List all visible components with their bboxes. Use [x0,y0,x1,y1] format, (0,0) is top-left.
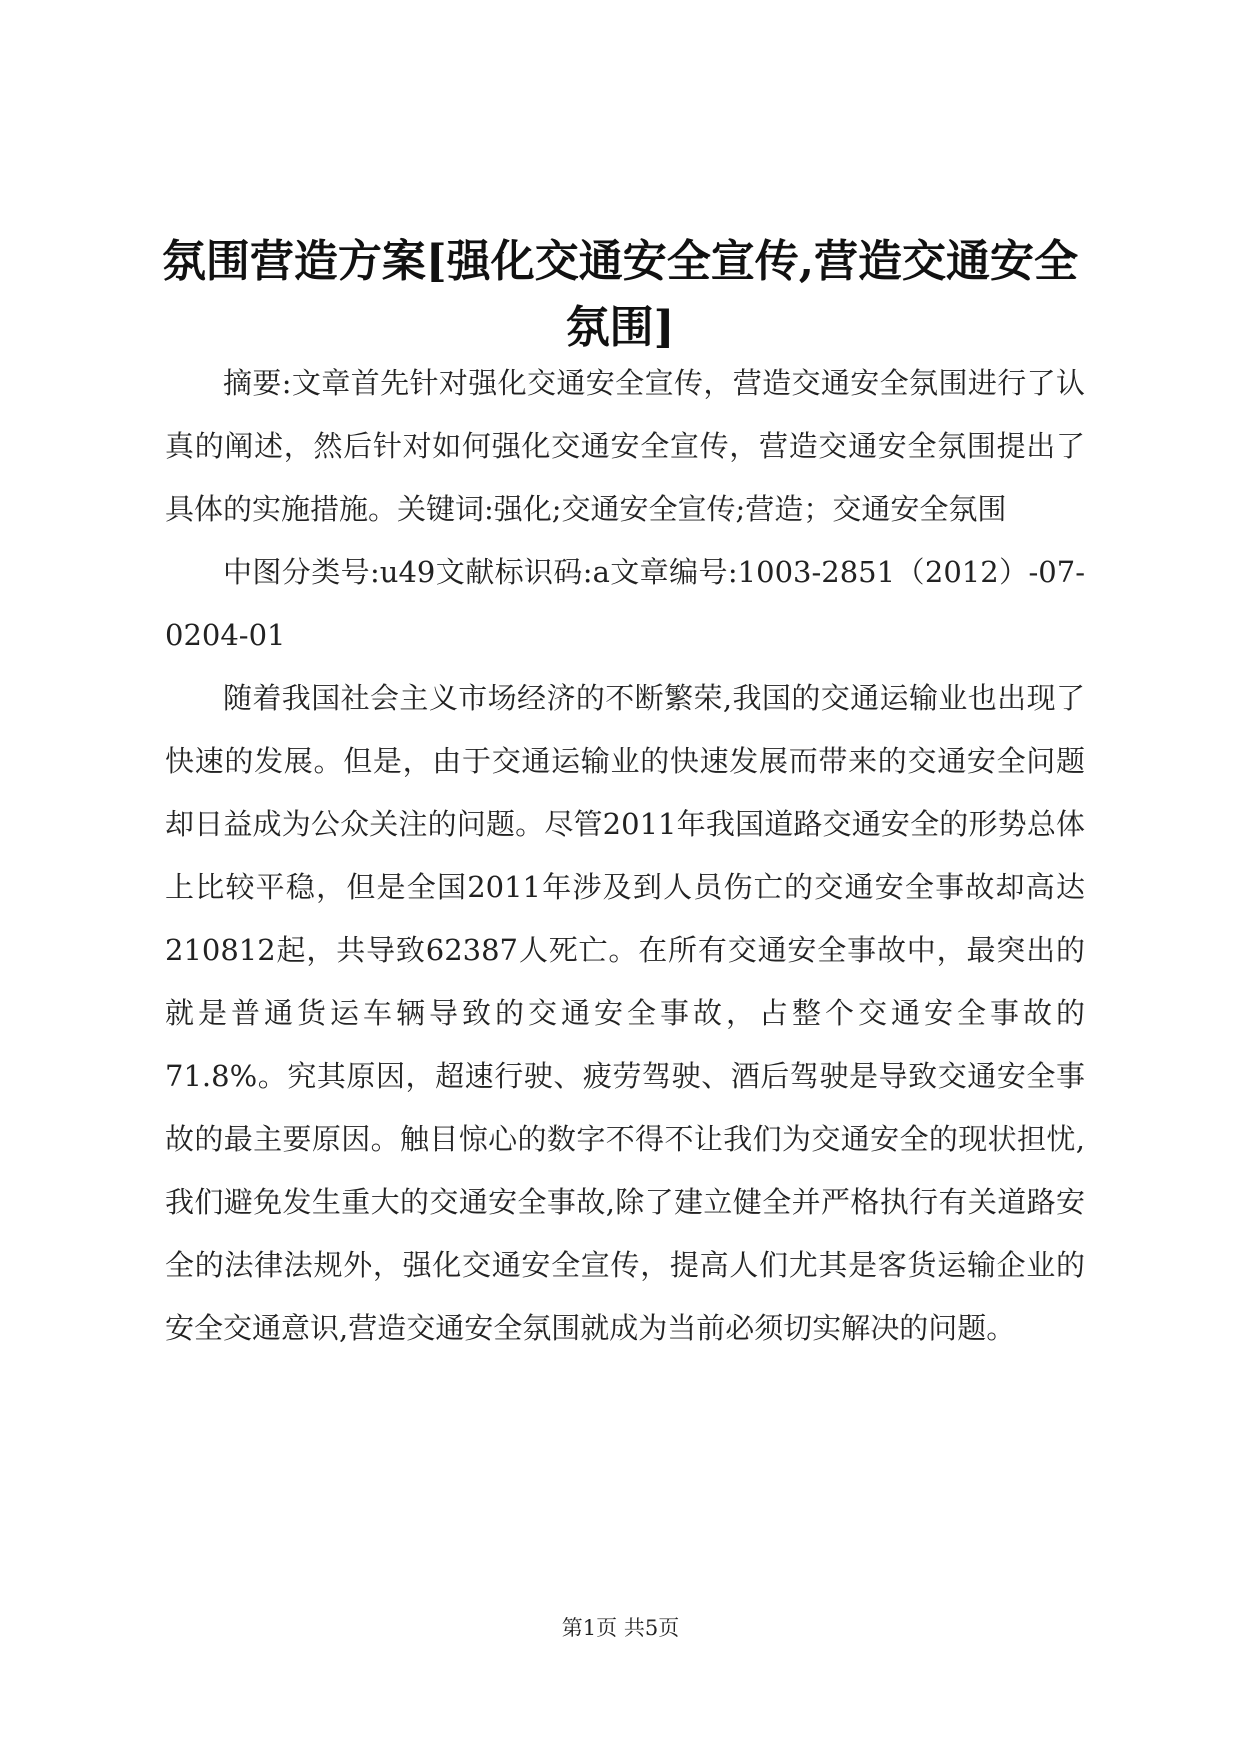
intro-paragraph: 随着我国社会主义市场经济的不断繁荣,我国的交通运输业也出现了快速的发展。但是，由于交通运输业的快速发展而带来的交通安全问题却日益成为公众关注的问题。尽管2011年我国道路交通安全的形势总体上比较平稳，但是全国2011年涉及到人员伤亡的交通安全事故却高达210812起，共导致62387人死亡。在所有交通安全事故中，最突出的就是普通货运车辆导致的交通安全事故，占整个交通安全事故的71.8%。究其原因，超速行驶、疲劳驾驶、酒后驾驶是导致交通安全事故的最主要原因。触目惊心的数字不得不让我们为交通安全的现状担忧,我们避免发生重大的交通安全事故,除了建立健全并严格执行有关道路安全的法律法规外，强化交通安全宣传，提高人们尤其是客货运输企业的安全交通意识,营造交通安全氛围就成为当前必须切实解决的问题。 [165,681,1085,1345]
document-body [165,352,1085,1360]
abstract-paragraph: 摘要:文章首先针对强化交通安全宣传，营造交通安全氛围进行了认真的阐述，然后针对如何强化交通安全宣传，营造交通安全氛围提出了具体的实施措施。关键词:强化;交通安全宣传;营造；交通安全氛围 [165,366,1085,526]
document-title: 氛围营造方案[强化交通安全宣传,营造交通安全氛围] [161,236,1079,354]
classification-paragraph: 中图分类号:u49文献标识码:a文章编号:1003-2851（2012）-07-0204-01 [165,555,1085,652]
page-footer: 第1页 共5页 [561,1616,680,1640]
